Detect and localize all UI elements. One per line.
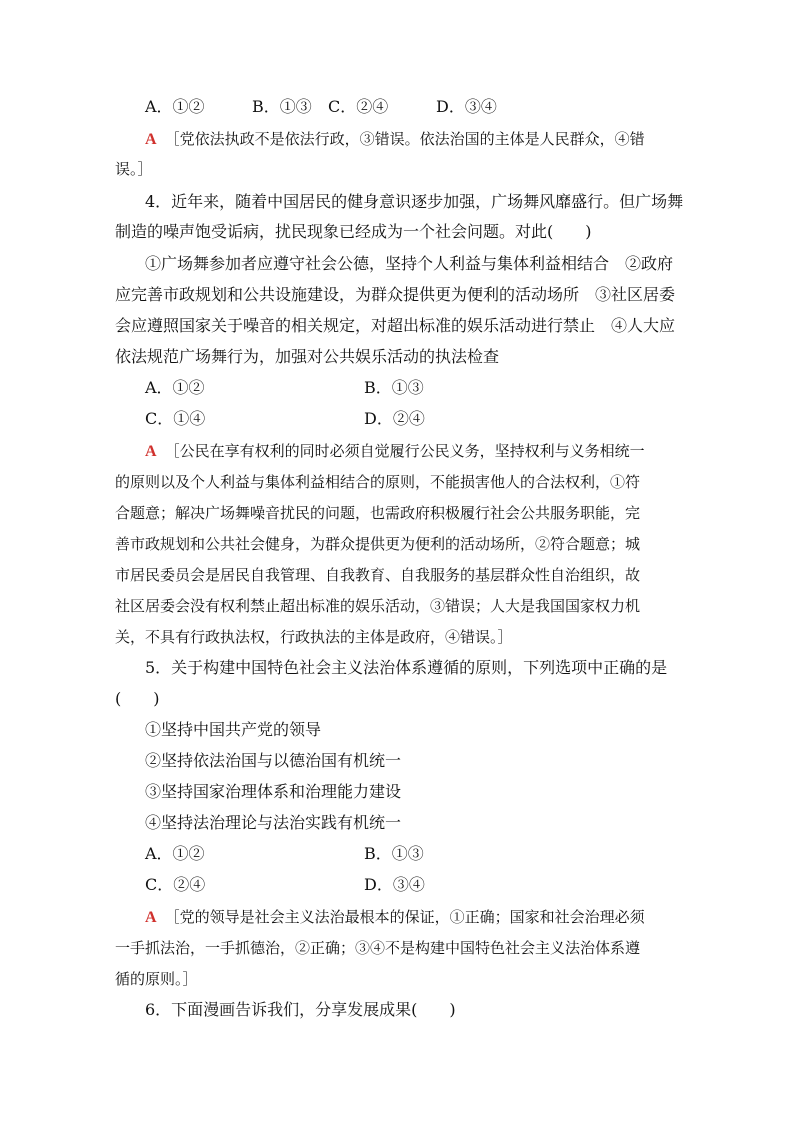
q4-stem-line: 4．近年来，随着中国居民的健身意识逐步加强，广场舞风靡盛行。但广场舞 — [145, 192, 684, 211]
q3-option-a: A．①② — [145, 97, 205, 116]
q4-stem-line: 制造的噪声饱受诟病，扰民现象已经成为一个社会问题。对此( ) — [115, 222, 592, 241]
q4-choices-line: ①广场舞参加者应遵守社会公德，坚持个人利益与集体利益相结合 ②政府 — [145, 254, 674, 273]
q4-option-b: B．①③ — [364, 378, 424, 397]
q5-choice: ②坚持依法治国与以德治国有机统一 — [145, 751, 402, 770]
q5-option-d: D．③④ — [364, 875, 425, 894]
q5-option-b: B．①③ — [364, 844, 424, 863]
q4-explanation-line: 合题意；解决广场舞噪音扰民的问题，也需政府积极履行社会公共服务职能，完 — [115, 504, 641, 522]
q4-explanation-line: 的原则以及个人利益与集体利益相结合的原则，不能损害他人的合法权利，①符 — [115, 473, 641, 491]
q3-explanation-line: 误。］ — [115, 160, 153, 178]
q5-option-a: A．①② — [145, 844, 205, 863]
q4-explanation-line — [145, 440, 645, 463]
q4-choices-line: 依法规范广场舞行为，加强对公共娱乐活动的执法检查 — [115, 347, 500, 366]
q5-stem-line: 5．关于构建中国特色社会主义法治体系遵循的原则，下列选项中正确的是 — [145, 658, 668, 677]
q3-explanation-line — [145, 128, 645, 151]
q5-option-c: C．②④ — [145, 875, 206, 894]
q5-stem-line: ( ) — [115, 689, 160, 708]
q4-choices-line: 应完善市政规划和公共设施建设，为群众提供更为便利的活动场所 ③社区居委 — [115, 285, 676, 304]
q3-answer-letter: A — [145, 131, 157, 148]
q3-option-b: B．①③ — [252, 97, 312, 116]
q5-choice: ③坚持国家治理体系和治理能力建设 — [145, 782, 402, 801]
q5-explanation-line: 一手抓法治，一手抓德治，②正确；③④不是构建中国特色社会主义法治体系遵 — [115, 939, 641, 957]
q4-option-c: C．①④ — [145, 409, 206, 428]
q5-choice: ④坚持法治理论与法治实践有机统一 — [145, 813, 402, 832]
q5-answer-letter: A — [145, 909, 157, 926]
q3-explanation-text: ［党依法执政不是依法行政，③错误。依法治国的主体是人民群众，④错 — [164, 130, 645, 148]
q4-answer-letter: A — [145, 443, 157, 460]
q5-explanation-text: ［党的领导是社会主义法治最根本的保证，①正确；国家和社会治理必须 — [164, 908, 645, 926]
q5-choice: ①坚持中国共产党的领导 — [145, 720, 322, 739]
q3-option-c: C．②④ — [328, 97, 389, 116]
q4-choices-line: 会应遵照国家关于噪音的相关规定，对超出标准的娱乐活动进行禁止 ④人大应 — [115, 316, 676, 335]
q4-option-d: D．②④ — [364, 409, 425, 428]
q5-explanation-line: 循的原则。］ — [115, 970, 198, 988]
q4-explanation-line: 市居民委员会是居民自我管理、自我教育、自我服务的基层群众性自治组织，故 — [115, 566, 641, 584]
q4-explanation-line: 关，不具有行政执法权，行政执法的主体是政府，④错误。］ — [115, 628, 513, 646]
q3-option-d: D．③④ — [436, 97, 497, 116]
q5-explanation-line — [145, 906, 645, 929]
q4-explanation-line: 社区居委会没有权利禁止超出标准的娱乐活动，③错误；人大是我国国家权力机 — [115, 597, 641, 615]
q6-stem-line: 6．下面漫画告诉我们，分享发展成果( ) — [145, 1000, 456, 1019]
q4-explanation-text: ［公民在享有权利的同时必须自觉履行公民义务，坚持权利与义务相统一 — [164, 442, 645, 460]
q4-explanation-line: 善市政规划和公共社会健身，为群众提供更为便利的活动场所，②符合题意；城 — [115, 535, 641, 553]
q4-option-a: A．①② — [145, 378, 205, 397]
